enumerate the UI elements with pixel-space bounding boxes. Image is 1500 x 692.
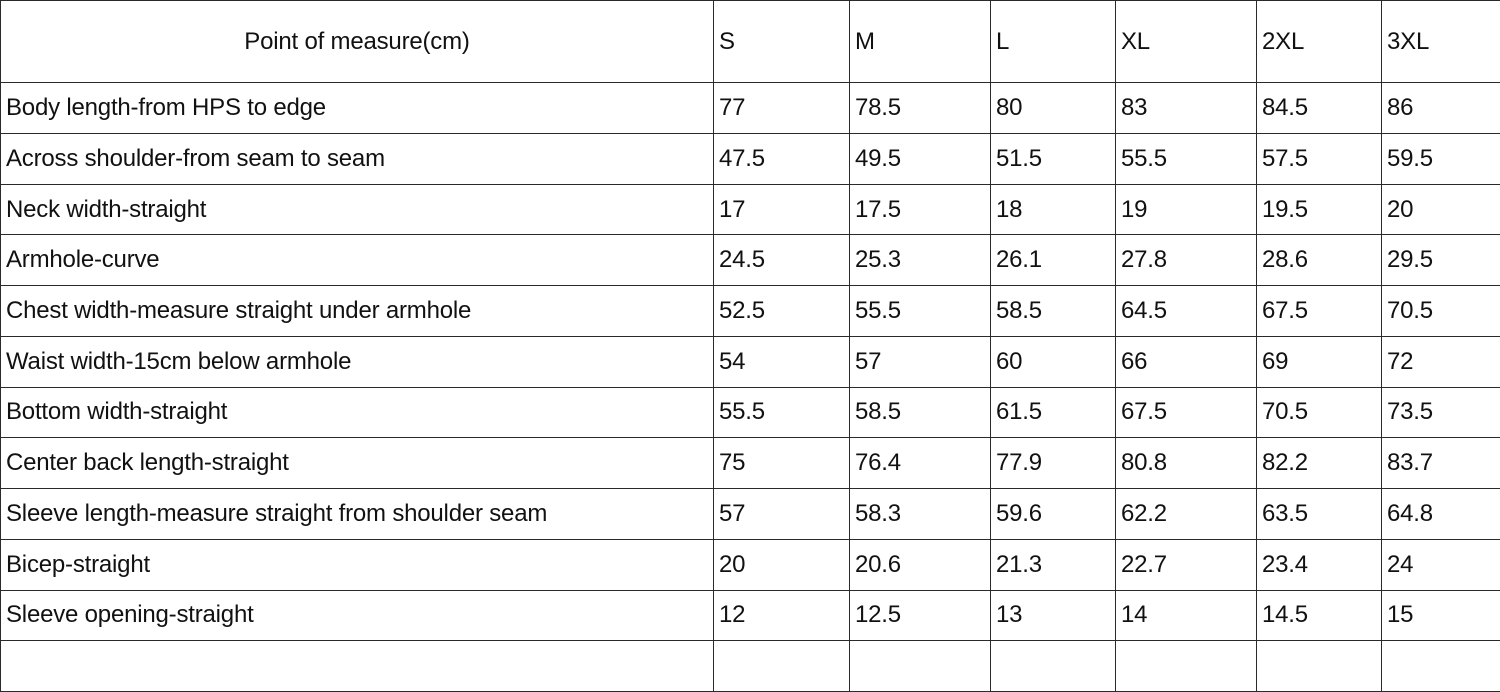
- header-size-cell: XL: [1116, 1, 1257, 83]
- measure-value-cell: 64.5: [1116, 286, 1257, 337]
- measure-value-cell: 61.5: [991, 387, 1116, 438]
- measure-value-cell: 58.3: [850, 489, 991, 540]
- table-row: [1, 590, 1500, 641]
- measure-value-cell: 78.5: [850, 83, 991, 134]
- measure-value-cell: 86: [1382, 83, 1500, 134]
- measure-value-cell: 57: [850, 336, 991, 387]
- measure-value-cell: 72: [1382, 336, 1500, 387]
- measure-value-cell: [714, 641, 850, 692]
- measure-label-cell: Center back length-straight: [1, 438, 714, 489]
- header-row: [1, 1, 1500, 83]
- measure-label-cell: Neck width-straight: [1, 184, 714, 235]
- measure-value-cell: 49.5: [850, 133, 991, 184]
- measure-value-cell: 12.5: [850, 590, 991, 641]
- measure-value-cell: 24: [1382, 539, 1500, 590]
- header-size-cell: 3XL: [1382, 1, 1500, 83]
- measure-value-cell: 83.7: [1382, 438, 1500, 489]
- measure-label-cell: Chest width-measure straight under armhole: [1, 286, 714, 337]
- measure-value-cell: 59.6: [991, 489, 1116, 540]
- measure-value-cell: 66: [1116, 336, 1257, 387]
- measure-value-cell: 82.2: [1257, 438, 1382, 489]
- measure-value-cell: 64.8: [1382, 489, 1500, 540]
- table-row: [1, 539, 1500, 590]
- measure-value-cell: 21.3: [991, 539, 1116, 590]
- table-row: [1, 336, 1500, 387]
- measure-value-cell: 51.5: [991, 133, 1116, 184]
- measure-label-cell: Across shoulder-from seam to seam: [1, 133, 714, 184]
- measure-value-cell: 29.5: [1382, 235, 1500, 286]
- measure-value-cell: 25.3: [850, 235, 991, 286]
- measure-value-cell: 14: [1116, 590, 1257, 641]
- measure-value-cell: 28.6: [1257, 235, 1382, 286]
- empty-row: [1, 641, 1500, 692]
- measure-label-cell: Bicep-straight: [1, 539, 714, 590]
- measure-value-cell: 18: [991, 184, 1116, 235]
- measure-value-cell: 84.5: [1257, 83, 1382, 134]
- measure-value-cell: 67.5: [1257, 286, 1382, 337]
- measure-value-cell: 20: [714, 539, 850, 590]
- measure-value-cell: 24.5: [714, 235, 850, 286]
- measure-value-cell: 73.5: [1382, 387, 1500, 438]
- header-size-cell: S: [714, 1, 850, 83]
- measure-value-cell: 59.5: [1382, 133, 1500, 184]
- table-row: [1, 489, 1500, 540]
- measure-value-cell: 58.5: [991, 286, 1116, 337]
- measure-value-cell: 70.5: [1382, 286, 1500, 337]
- measure-value-cell: [1257, 641, 1382, 692]
- measure-label-cell: [1, 641, 714, 692]
- measure-label-cell: Waist width-15cm below armhole: [1, 336, 714, 387]
- measure-value-cell: 17: [714, 184, 850, 235]
- measure-value-cell: 26.1: [991, 235, 1116, 286]
- measure-value-cell: 55.5: [850, 286, 991, 337]
- table-row: [1, 83, 1500, 134]
- measure-value-cell: 54: [714, 336, 850, 387]
- measure-value-cell: 20.6: [850, 539, 991, 590]
- measure-label-cell: Body length-from HPS to edge: [1, 83, 714, 134]
- measure-value-cell: 52.5: [714, 286, 850, 337]
- measure-value-cell: 58.5: [850, 387, 991, 438]
- measure-value-cell: 77: [714, 83, 850, 134]
- header-measure-cell: Point of measure(cm): [1, 1, 714, 83]
- measure-value-cell: 47.5: [714, 133, 850, 184]
- measure-value-cell: 60: [991, 336, 1116, 387]
- measure-value-cell: 80.8: [1116, 438, 1257, 489]
- measure-value-cell: 63.5: [1257, 489, 1382, 540]
- measure-value-cell: 17.5: [850, 184, 991, 235]
- header-size-cell: 2XL: [1257, 1, 1382, 83]
- table-row: [1, 438, 1500, 489]
- measure-value-cell: 69: [1257, 336, 1382, 387]
- header-size-cell: L: [991, 1, 1116, 83]
- measure-value-cell: [991, 641, 1116, 692]
- measure-value-cell: 12: [714, 590, 850, 641]
- measure-value-cell: 23.4: [1257, 539, 1382, 590]
- measure-value-cell: 67.5: [1116, 387, 1257, 438]
- measure-value-cell: [1382, 641, 1500, 692]
- measure-label-cell: Sleeve length-measure straight from shoulder seam: [1, 489, 714, 540]
- measure-value-cell: 22.7: [1116, 539, 1257, 590]
- measure-value-cell: 19.5: [1257, 184, 1382, 235]
- table-row: [1, 387, 1500, 438]
- table-row: [1, 286, 1500, 337]
- measure-value-cell: [1116, 641, 1257, 692]
- measure-label-cell: Bottom width-straight: [1, 387, 714, 438]
- header-size-cell: M: [850, 1, 991, 83]
- measure-value-cell: 14.5: [1257, 590, 1382, 641]
- measure-value-cell: [850, 641, 991, 692]
- measure-value-cell: 75: [714, 438, 850, 489]
- measure-label-cell: Sleeve opening-straight: [1, 590, 714, 641]
- measure-value-cell: 55.5: [1116, 133, 1257, 184]
- table-row: [1, 235, 1500, 286]
- measure-value-cell: 13: [991, 590, 1116, 641]
- measure-value-cell: 70.5: [1257, 387, 1382, 438]
- measure-value-cell: 57.5: [1257, 133, 1382, 184]
- measure-value-cell: 15: [1382, 590, 1500, 641]
- measure-value-cell: 57: [714, 489, 850, 540]
- measure-value-cell: 83: [1116, 83, 1257, 134]
- measure-value-cell: 77.9: [991, 438, 1116, 489]
- table-row: [1, 184, 1500, 235]
- measure-value-cell: 20: [1382, 184, 1500, 235]
- measure-value-cell: 19: [1116, 184, 1257, 235]
- measure-value-cell: 55.5: [714, 387, 850, 438]
- measure-value-cell: 76.4: [850, 438, 991, 489]
- measure-label-cell: Armhole-curve: [1, 235, 714, 286]
- table-row: [1, 133, 1500, 184]
- measure-value-cell: 80: [991, 83, 1116, 134]
- measure-value-cell: 27.8: [1116, 235, 1257, 286]
- measure-value-cell: 62.2: [1116, 489, 1257, 540]
